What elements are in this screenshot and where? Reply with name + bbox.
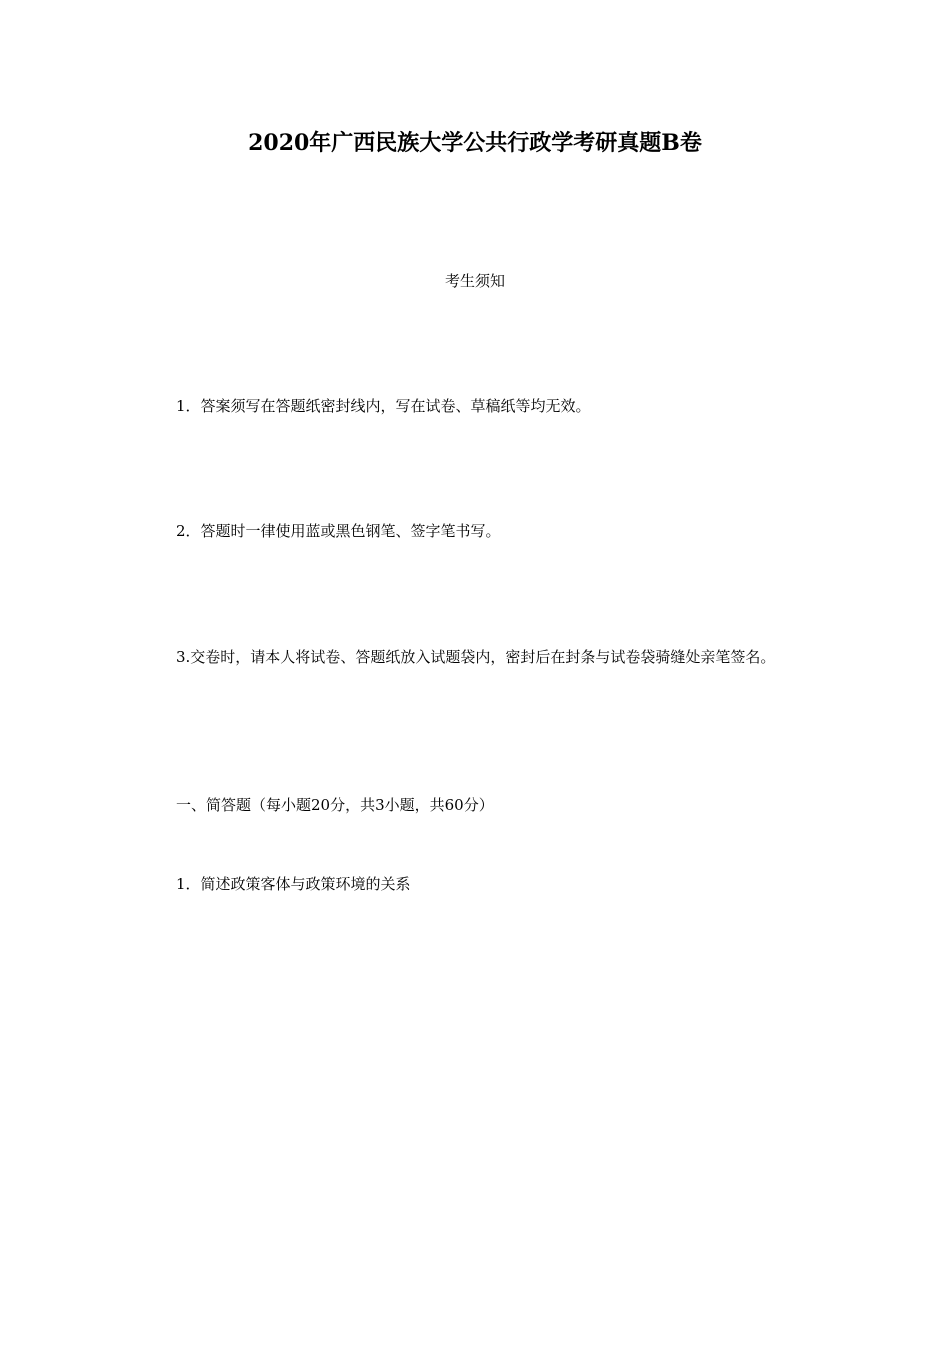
notice-heading: 考生须知 — [444, 272, 505, 290]
notice-item-3: 3.交卷时，请本人将试卷、答题纸放入试题袋内，密封后在封条与试卷袋骑缝处亲笔签名。 — [176, 648, 776, 666]
section-heading: 一、简答题（每小题20分，共3小题，共60分） — [176, 796, 494, 814]
question-1: 1．简述政策客体与政策环境的关系 — [176, 875, 411, 893]
notice-item-2: 2．答题时一律使用蓝或黑色钢笔、签字笔书写。 — [176, 522, 501, 540]
notice-item-1: 1．答案须写在答题纸密封线内，写在试卷、草稿纸等均无效。 — [176, 397, 591, 415]
document-title: 2020年广西民族大学公共行政学考研真题B卷 — [248, 130, 702, 156]
